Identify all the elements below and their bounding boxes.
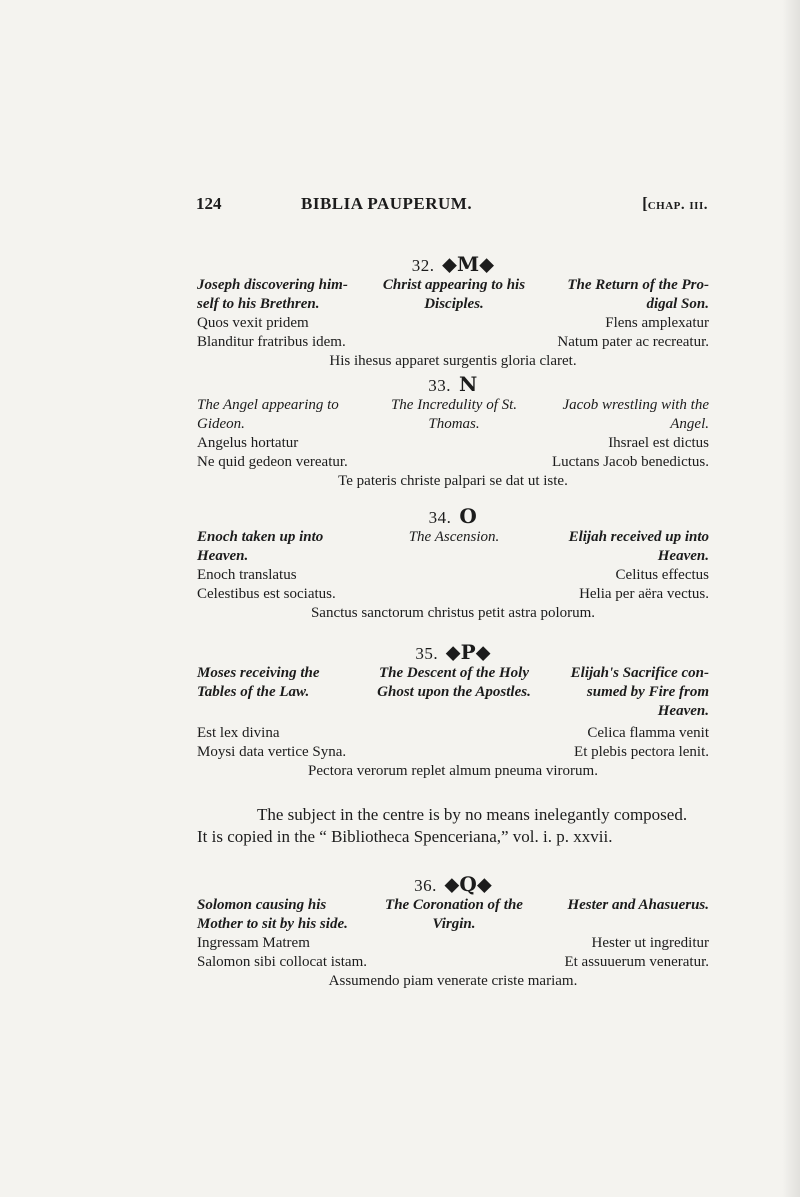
closing-line: Te pateris christe palpari se dat ut iste. [338, 473, 568, 489]
verse-line: Moysi data vertice Syna. Et plebis pectora lenit. [197, 744, 709, 760]
verse-line: Celestibus est sociatus. Helia per aëra vectus. [197, 586, 709, 602]
section-glyph: ⬥M⬥ [442, 252, 495, 276]
section-33 [197, 372, 709, 491]
centre-title: The Descent of the Holy Ghost upon the Apostles. [377, 665, 531, 700]
section-35 [197, 640, 709, 781]
verse-line: Enoch translatus Celitus effectus [197, 567, 709, 583]
section-titles [197, 528, 709, 566]
right-title: Hester and Ahasuerus. [567, 897, 709, 913]
page-number: 124 [196, 194, 222, 213]
closing-line: Assumendo piam venerate criste mariam. [328, 973, 578, 989]
left-title: Solomon causing his Mother to sit by his side. [197, 897, 348, 932]
running-title: BIBLIA PAUPERUM. [301, 194, 473, 213]
section-glyph: N [458, 372, 478, 396]
right-title: Elijah received up into Heaven. [568, 529, 709, 564]
closing-line: His ihesus apparet surgentis gloria claret. [329, 353, 577, 369]
section-glyph: ⬥P⬥ [446, 640, 491, 664]
closing-line: Sanctus sanctorum christus petit astra polorum. [310, 605, 596, 621]
verse-line: Angelus hortatur Ihsrael est dictus [197, 435, 709, 451]
section-titles [197, 896, 709, 934]
centre-title: The Incredulity of St. Thomas. [390, 397, 518, 432]
verse-line: Salomon sibi collocat istam. Et assuuerum veneratur. [197, 954, 709, 970]
running-header [196, 194, 708, 220]
left-title: The Angel appearing to Gideon. [197, 397, 339, 432]
verse-line: Ne quid gedeon vereatur. Luctans Jacob benedictus. [197, 454, 709, 470]
section-34 [197, 504, 709, 623]
section-number: 32. ⬥M⬥ [411, 252, 495, 276]
commentary-line: It is copied in the “ Bibliotheca Spenceriana,” vol. i. p. xxvii. [197, 827, 613, 846]
commentary-line: The subject in the centre is by no means inelegantly composed. [257, 805, 688, 824]
centre-title: The Ascension. [408, 529, 500, 545]
section-titles [197, 276, 709, 314]
section-number: 36. ⬥Q⬥ [414, 872, 492, 896]
section-36 [197, 872, 709, 991]
section-titles [197, 396, 709, 434]
verse-line: Blanditur fratribus idem. Natum pater ac recreatur. [197, 334, 709, 350]
right-title: Jacob wrestling with the Angel. [562, 397, 709, 432]
commentary-paragraph [197, 804, 709, 848]
section-glyph: ⬥Q⬥ [444, 872, 492, 896]
section-number: 35. ⬥P⬥ [415, 640, 491, 664]
left-title: Moses receiving the Tables of the Law. [197, 665, 320, 700]
right-title: Elijah's Sacrifice con-sumed by Fire from Heaven. [570, 665, 709, 719]
verse-line: Est lex divina Celica flamma venit [197, 725, 709, 741]
centre-title: Christ appearing to his Disciples. [382, 277, 526, 312]
right-title: The Return of the Pro-digal Son. [567, 277, 709, 312]
section-32 [197, 252, 709, 371]
verse-line: Ingressam Matrem Hester ut ingreditur [197, 935, 709, 951]
closing-line: Pectora verorum replet almum pneuma virorum. [308, 763, 598, 779]
section-titles [197, 664, 709, 724]
section-glyph: O [459, 504, 478, 528]
left-title: Enoch taken up into Heaven. [197, 529, 324, 564]
section-number: 34. O [428, 504, 478, 528]
verse-line: Quos vexit pridem Flens amplexatur [197, 315, 709, 331]
chapter-label: [chap. iii. [642, 194, 708, 213]
left-title: Joseph discovering him-self to his Brethren. [197, 277, 348, 312]
page-edge-shadow [782, 0, 800, 1197]
centre-title: The Coronation of the Virgin. [385, 897, 523, 932]
section-number: 33. N [428, 372, 478, 396]
